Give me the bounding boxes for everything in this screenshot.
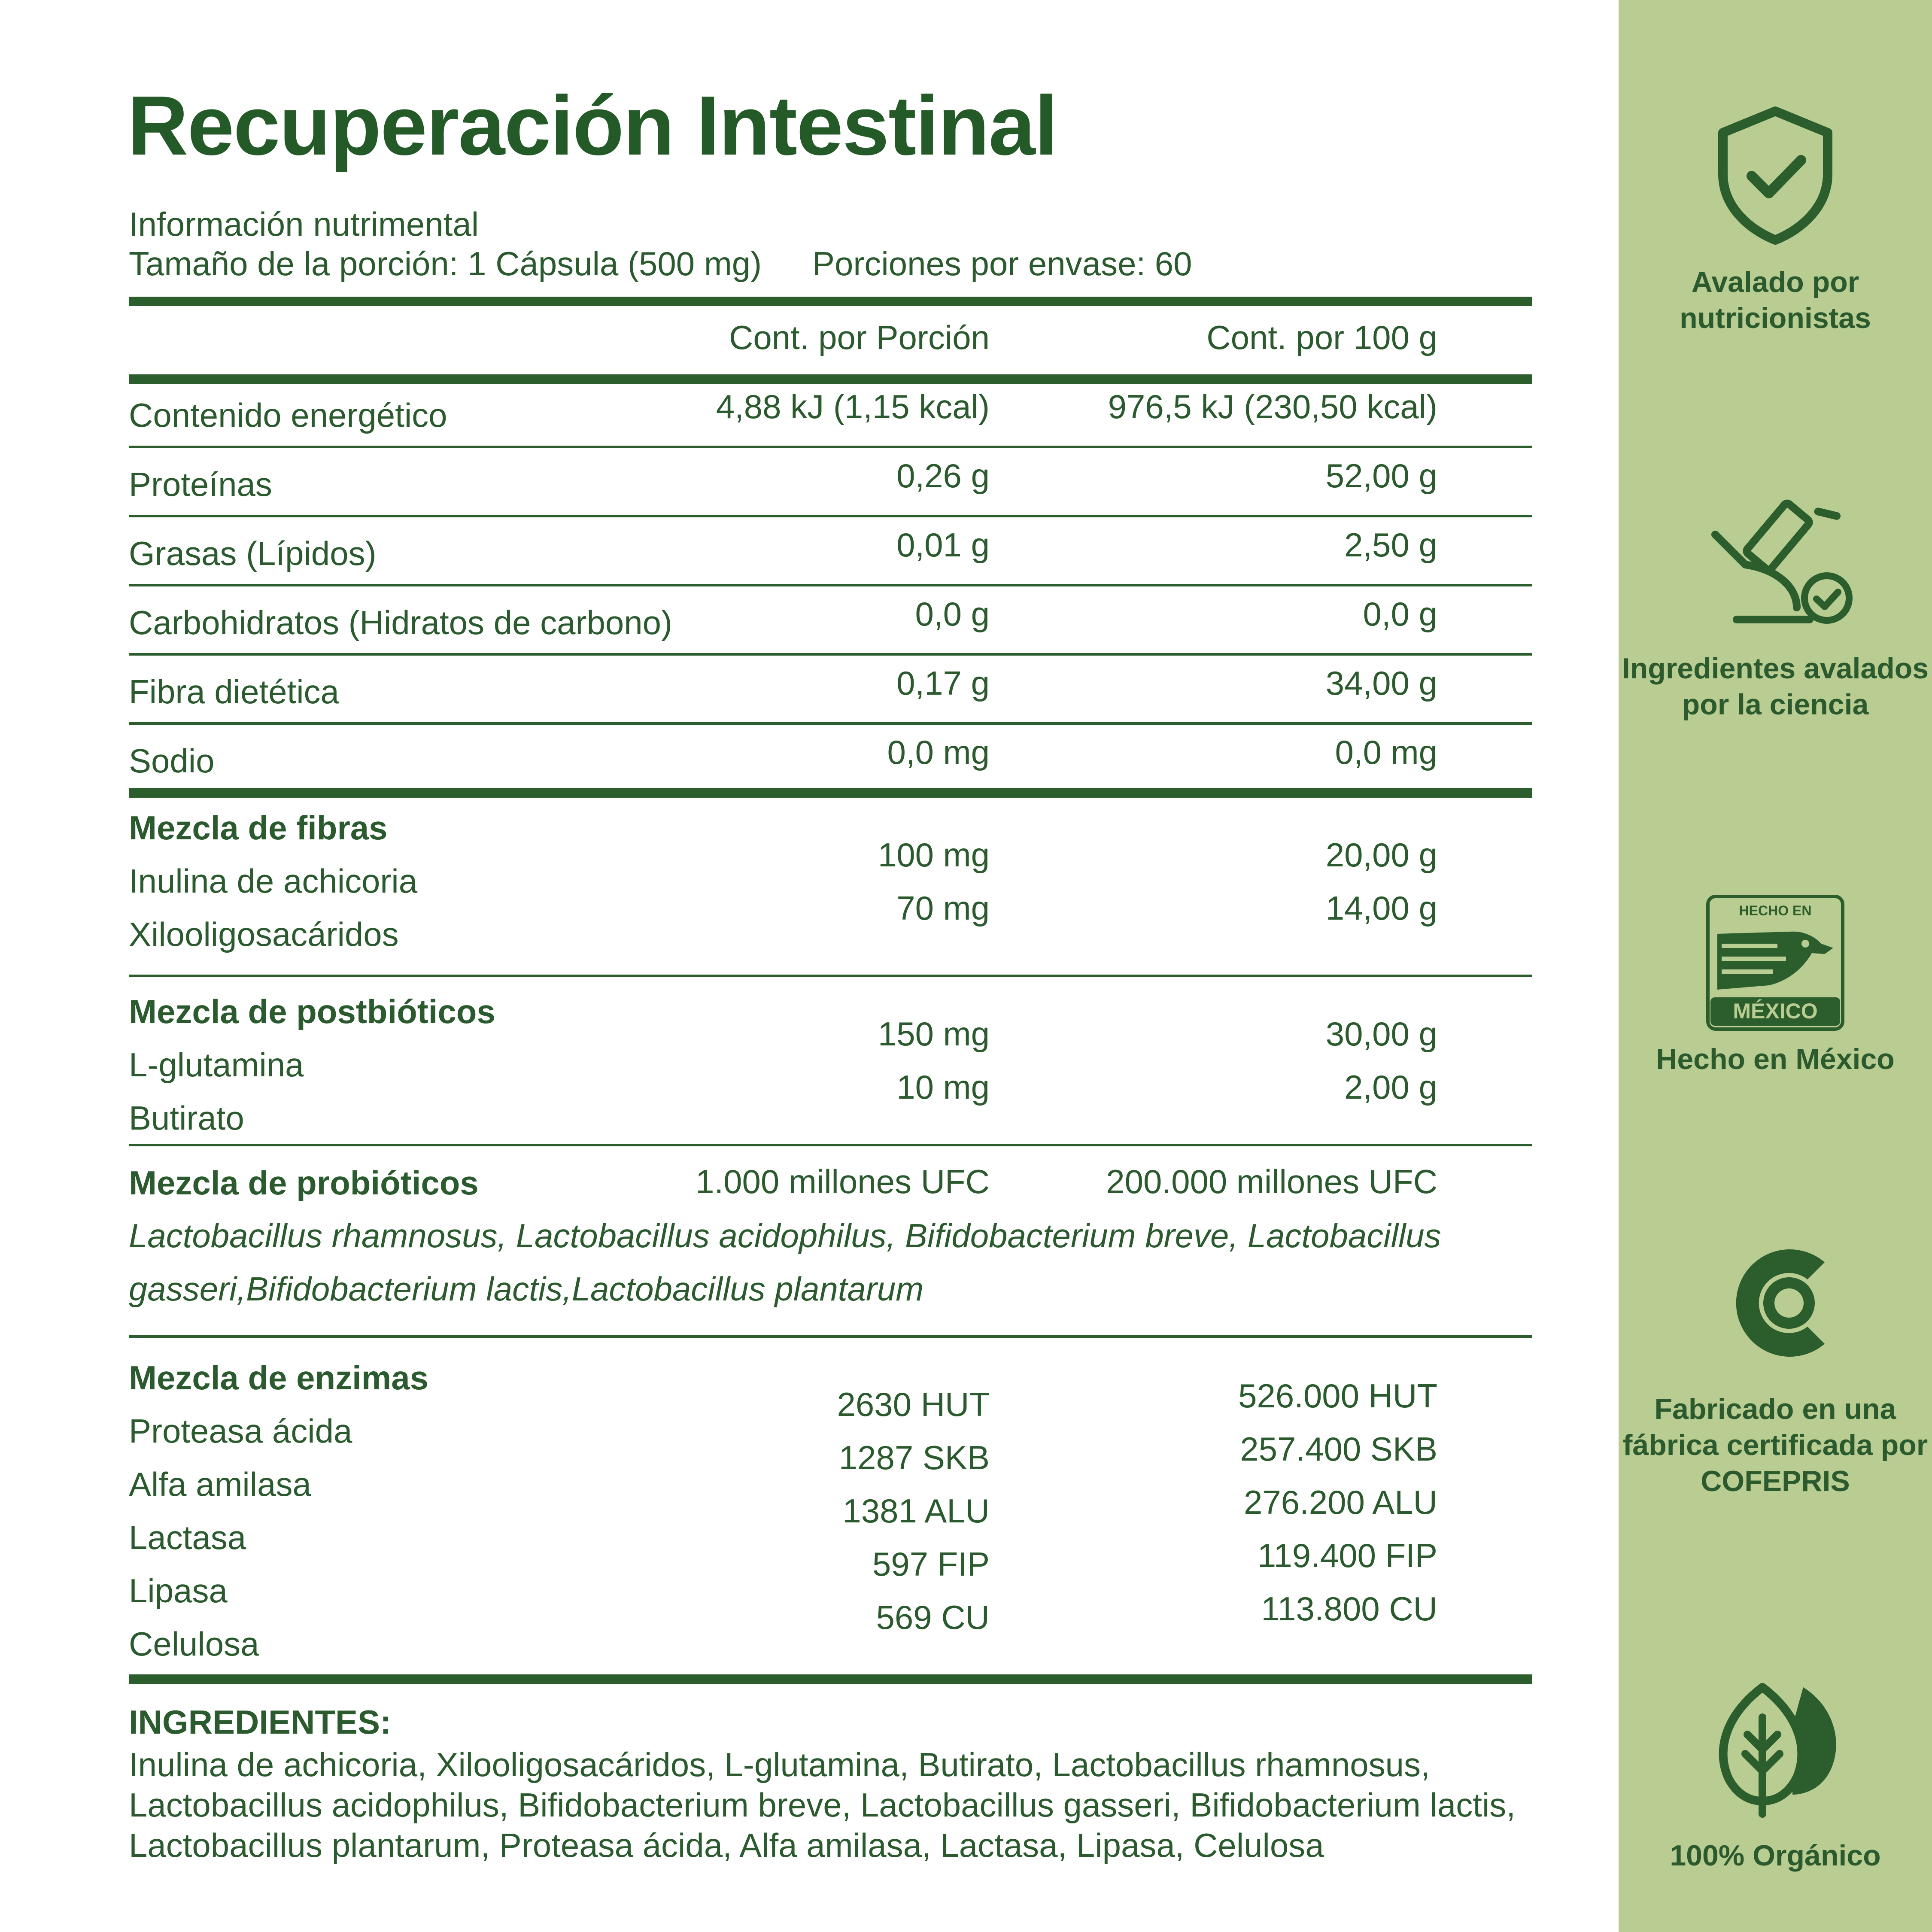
nutrient-per-100g: 2,50 g xyxy=(1344,526,1437,564)
page-title: Recuperación Intestinal xyxy=(128,79,1057,173)
blend-item-name: L-glutamina xyxy=(129,1046,304,1084)
info-label: Información nutrimental xyxy=(129,205,479,243)
blend-item-per-100g: 14,00 g xyxy=(1325,889,1437,927)
cofepris-icon xyxy=(1711,1232,1840,1374)
nutrient-per-serving: 4,88 kJ (1,15 kcal) xyxy=(716,388,990,425)
nutrient-name: Carbohidratos (Hidratos de carbono) xyxy=(129,604,672,641)
divider xyxy=(129,1144,1532,1146)
blend-item-name: Proteasa ácida xyxy=(129,1412,352,1450)
nutrient-per-serving: 0,26 g xyxy=(896,457,990,495)
ingredients-heading: INGREDIENTES: xyxy=(129,1703,392,1741)
microscope-check-icon xyxy=(1689,479,1861,633)
divider xyxy=(129,653,1532,656)
nutrient-per-100g: 0,0 g xyxy=(1363,595,1437,633)
blend-item-name: Xilooligosacáridos xyxy=(129,915,399,953)
probiotic-strains: gasseri,Bifidobacterium lactis,Lactobacillus plantarum xyxy=(129,1270,924,1308)
blend-item-name: Lactasa xyxy=(129,1519,246,1556)
serving-size: Tamaño de la porción: 1 Cápsula (500 mg) xyxy=(129,245,762,283)
divider xyxy=(129,297,1532,306)
blend-item-per-100g: 30,00 g xyxy=(1325,1015,1437,1053)
badge-organic xyxy=(1619,1679,1932,1874)
blend-item-per-100g: 526.000 HUT xyxy=(1238,1377,1437,1415)
blend-item-per-100g: 257.400 SKB xyxy=(1240,1430,1437,1468)
nutrient-per-serving: 0,0 g xyxy=(915,595,990,633)
badge-label: Ingredientes avalados por la ciencia xyxy=(1622,652,1929,721)
divider xyxy=(129,446,1532,448)
divider xyxy=(129,584,1532,586)
nutrient-per-100g: 52,00 g xyxy=(1325,457,1437,495)
blend-item-per-serving: 1287 SKB xyxy=(838,1439,990,1476)
divider xyxy=(129,722,1532,725)
blend-item-name: Celulosa xyxy=(129,1625,259,1663)
nutrient-per-100g: 976,5 kJ (230,50 kcal) xyxy=(1108,388,1437,425)
fiber-blend-title: Mezcla de fibras xyxy=(129,809,388,847)
shield-check-icon xyxy=(1711,105,1840,247)
blend-item-per-serving: 597 FIP xyxy=(872,1545,990,1583)
nutrient-per-serving: 0,01 g xyxy=(896,526,990,564)
probiotic-per-100g: 200.000 millones UFC xyxy=(1106,1163,1437,1200)
blend-item-name: Alfa amilasa xyxy=(129,1465,311,1503)
blend-item-per-serving: 70 mg xyxy=(896,889,990,927)
badge-label: 100% Orgánico xyxy=(1670,1839,1881,1872)
blend-item-per-serving: 569 CU xyxy=(876,1598,990,1636)
divider xyxy=(129,515,1532,517)
nutrient-name: Proteínas xyxy=(129,465,272,503)
ingredients-text: Inulina de achicoria, Xilooligosacáridos, L-glutamina, Butirato, Lactobacillus rhamnosus, Lactobacillus acidophilus, Bifidobacterium breve, Lactobacillus gasseri, Bifidobacterium lactis, Lactobacillus plantarum, Proteasa ácida, Alfa amilasa, Lactasa, Lipasa, Celulosa xyxy=(129,1746,1516,1864)
badge-label: Avalado por nutricionistas xyxy=(1680,266,1871,334)
nutrient-per-100g: 0,0 mg xyxy=(1335,733,1437,771)
blend-item-per-100g: 276.200 ALU xyxy=(1243,1483,1437,1521)
nutrient-per-serving: 0,17 g xyxy=(896,664,990,702)
nutrient-name: Sodio xyxy=(129,742,215,780)
badge-made-in-mexico xyxy=(1619,893,1932,1077)
blend-item-per-100g: 20,00 g xyxy=(1325,836,1437,874)
divider xyxy=(129,374,1532,384)
blend-item-per-100g: 2,00 g xyxy=(1344,1068,1437,1106)
badge-nutritionists xyxy=(1619,105,1932,336)
blend-item-per-serving: 2630 HUT xyxy=(837,1385,990,1423)
enzyme-blend-title: Mezcla de enzimas xyxy=(129,1359,428,1397)
blend-item-per-serving: 100 mg xyxy=(878,836,990,874)
divider xyxy=(129,788,1532,798)
probiotic-blend-title: Mezcla de probióticos xyxy=(129,1164,479,1202)
column-header-per-100g: Cont. por 100 g xyxy=(1206,319,1437,356)
blend-item-per-serving: 1381 ALU xyxy=(842,1492,990,1530)
servings-per-container: Porciones por envase: 60 xyxy=(812,245,1192,283)
divider xyxy=(129,1335,1532,1338)
blend-item-per-serving: 150 mg xyxy=(878,1015,990,1053)
badge-label: Hecho en México xyxy=(1656,1043,1895,1075)
blend-item-name: Inulina de achicoria xyxy=(129,862,418,900)
nutrient-name: Grasas (Lípidos) xyxy=(129,535,377,572)
nutrient-name: Fibra dietética xyxy=(129,673,339,711)
blend-item-per-100g: 119.400 FIP xyxy=(1257,1537,1437,1574)
nutrient-per-100g: 34,00 g xyxy=(1325,664,1437,702)
divider xyxy=(129,1674,1532,1684)
blend-item-per-serving: 10 mg xyxy=(896,1068,990,1106)
column-header-per-serving: Cont. por Porción xyxy=(729,319,990,356)
blend-item-per-100g: 113.800 CU xyxy=(1261,1590,1437,1628)
hecho-en-mexico-icon xyxy=(1704,893,1846,1033)
blend-item-name: Butirato xyxy=(129,1099,244,1137)
postbiotic-blend-title: Mezcla de postbióticos xyxy=(129,993,495,1030)
badge-label: Fabricado en una fábrica certificada por COFEPRIS xyxy=(1622,1393,1928,1498)
blend-item-name: Lipasa xyxy=(129,1572,228,1610)
stamp-top-text: HECHO EN xyxy=(1739,903,1812,918)
stamp-bottom-text: MÉXICO xyxy=(1733,999,1818,1023)
probiotic-per-serving: 1.000 millones UFC xyxy=(696,1163,990,1200)
leaf-icon xyxy=(1707,1679,1844,1820)
badge-cofepris xyxy=(1619,1232,1932,1499)
badge-science xyxy=(1619,479,1932,723)
divider xyxy=(129,975,1532,977)
probiotic-strains: Lactobacillus rhamnosus, Lactobacillus acidophilus, Bifidobacterium breve, Lactobacillus xyxy=(129,1217,1441,1255)
nutrient-name: Contenido energético xyxy=(129,396,447,434)
badges-sidebar xyxy=(1619,0,1932,1932)
nutrient-per-serving: 0,0 mg xyxy=(887,733,990,771)
